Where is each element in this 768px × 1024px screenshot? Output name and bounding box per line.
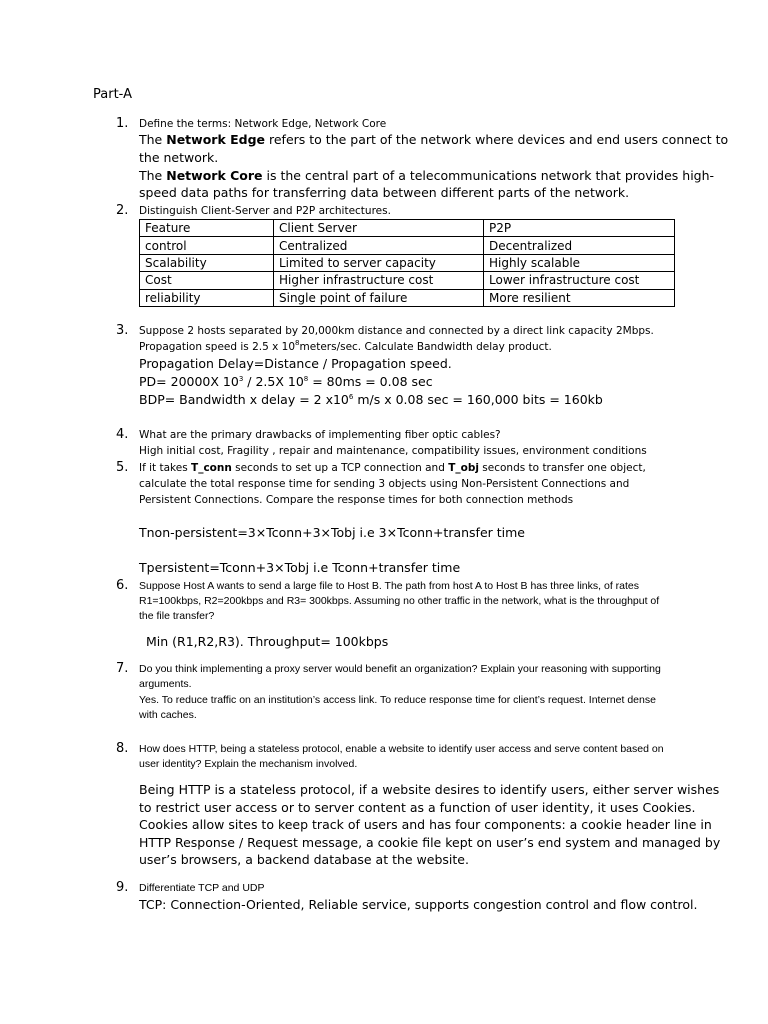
q6-question-line2: R1=100kbps, R2=200kbps and R3= 300kbps. Assuming no other traffic in the network, what is the throughput of: [139, 595, 660, 607]
q6-question-line3: the file transfer?: [139, 610, 215, 622]
table-header-cell: Client Server: [274, 220, 484, 237]
q1-answer-core-line1: [139, 167, 714, 185]
q3-answer-line2: [139, 373, 433, 391]
table-cell: Lower infrastructure cost: [484, 272, 675, 289]
q7-answer-line2: with caches.: [139, 709, 197, 721]
q3-a3b: m/s x 0.08 sec = 160,000 bits = 160kb: [353, 392, 603, 407]
q1-edge-prefix: The: [139, 132, 167, 147]
q3-q2a: Propagation speed is 2.5 x 10: [139, 341, 296, 353]
q8-answer-line5: user’s browsers, a backend database at the website.: [139, 852, 469, 867]
q5-question-line1: [139, 460, 646, 476]
q1-edge-rest: refers to the part of the network where devices and end users connect to: [265, 132, 729, 147]
q5-question-line2: calculate the total response time for sending 3 objects using Non-Persistent Connections and: [139, 478, 630, 490]
q1-answer-edge-line2: the network.: [139, 150, 219, 165]
table-cell: Decentralized: [484, 237, 675, 254]
q5-question-line3: Persistent Connections. Compare the response times for both connection methods: [139, 494, 574, 506]
q5-answer-nonpersistent: Tnon-persistent=3×Tconn+3×Tobj i.e 3×Tconn+transfer time: [139, 525, 525, 540]
q3-q2b: meters/sec. Calculate Bandwidth delay product.: [299, 341, 552, 353]
q3-answer-line3: [139, 391, 603, 409]
comparison-table: [139, 219, 675, 307]
table-row: [140, 289, 675, 306]
table-cell: Limited to server capacity: [274, 254, 484, 271]
table-cell: Single point of failure: [274, 289, 484, 306]
q1-core-prefix: The: [139, 168, 167, 183]
q5-q1d: seconds to transfer one object,: [478, 462, 646, 474]
q8-answer-line3: Cookies allow sites to keep track of users and has four components: a cookie header line in: [139, 817, 712, 832]
q3-answer-line1: Propagation Delay=Distance / Propagation speed.: [139, 356, 452, 371]
q3-a2-sup1: 3: [238, 375, 244, 383]
q9-answer: TCP: Connection-Oriented, Reliable service, supports congestion control and flow control.: [139, 897, 698, 912]
q2-question: Distinguish Client-Server and P2P architectures.: [139, 205, 391, 217]
q7-answer-line1: Yes. To reduce traffic on an institution’s access link. To reduce response time for client’s request. Internet dense: [139, 694, 656, 706]
table-header-cell: Feature: [140, 220, 274, 237]
q4-question: What are the primary drawbacks of implementing fiber optic cables?: [139, 429, 501, 441]
q1-answer-core-line2: speed data paths for transferring data between different parts of the network.: [139, 185, 630, 200]
q9-number: 9.: [116, 880, 129, 895]
q7-question-line1: Do you think implementing a proxy server would benefit an organization? Explain your reasoning with supporting: [139, 663, 661, 675]
q6-answer: Min (R1,R2,R3). Throughput= 100kbps: [146, 634, 389, 649]
q8-question-line1: How does HTTP, being a stateless protocol, enable a website to identify user access and serve content based on: [139, 743, 664, 755]
q3-question-line1: Suppose 2 hosts separated by 20,000km distance and connected by a direct link capacity 2Mbps.: [139, 325, 654, 337]
q3-a2a: PD= 20000X 10: [139, 374, 239, 389]
table-row: [140, 254, 675, 271]
table-cell: reliability: [140, 289, 274, 306]
q1-edge-term: Network Edge: [166, 132, 266, 147]
q8-question-line2: user identity? Explain the mechanism involved.: [139, 758, 358, 770]
q8-answer-line4: HTTP Response / Request message, a cookie file kept on user’s end system and managed by: [139, 835, 721, 850]
table-cell: Cost: [140, 272, 274, 289]
q3-q2-sup: 8: [295, 339, 300, 347]
part-title: Part-A: [93, 87, 132, 102]
q1-core-term: Network Core: [166, 168, 263, 183]
q3-a2b: / 2.5X 10: [243, 374, 304, 389]
q4-answer: High initial cost, Fragility , repair and maintenance, compatibility issues, environment conditions: [139, 445, 647, 457]
q5-answer-persistent: Tpersistent=Tconn+3×Tobj i.e Tconn+transfer time: [139, 560, 461, 575]
q3-a2c: = 80ms = 0.08 sec: [308, 374, 433, 389]
q1-answer-edge-line1: [139, 131, 728, 149]
table-cell: More resilient: [484, 289, 675, 306]
table-cell: control: [140, 237, 274, 254]
table-header-row: [140, 220, 675, 237]
q3-number: 3.: [116, 323, 129, 338]
q7-number: 7.: [116, 661, 129, 676]
q5-q1a: If it takes: [139, 462, 192, 474]
q5-tobj: T_obj: [448, 462, 479, 474]
q8-answer-line1: Being HTTP is a stateless protocol, if a website desires to identify users, either server wishes: [139, 782, 720, 797]
table-row: [140, 272, 675, 289]
table-cell: Centralized: [274, 237, 484, 254]
q8-answer-line2: to restrict user access or to server content as a function of user identity, it uses Cookies.: [139, 800, 696, 815]
table-cell: Higher infrastructure cost: [274, 272, 484, 289]
q1-question: Define the terms: Network Edge, Network Core: [139, 118, 387, 130]
table-row: [140, 237, 675, 254]
q4-number: 4.: [116, 427, 129, 442]
q9-question: Differentiate TCP and UDP: [139, 882, 265, 894]
q8-number: 8.: [116, 741, 129, 756]
table-cell: Scalability: [140, 254, 274, 271]
q6-number: 6.: [116, 578, 129, 593]
q5-q1c: seconds to set up a TCP connection and: [231, 462, 449, 474]
q3-a3-sup: 6: [348, 393, 354, 401]
table-cell: Highly scalable: [484, 254, 675, 271]
q1-number: 1.: [116, 116, 129, 131]
q5-number: 5.: [116, 460, 129, 475]
q2-number: 2.: [116, 203, 129, 218]
q5-tconn: T_conn: [191, 462, 232, 474]
q3-a2-sup2: 8: [303, 375, 309, 383]
q3-question-line2: [139, 339, 552, 355]
table-header-cell: P2P: [484, 220, 675, 237]
q3-a3a: BDP= Bandwidth x delay = 2 x10: [139, 392, 349, 407]
q6-question-line1: Suppose Host A wants to send a large file to Host B. The path from host A to Host B has three links, of rates: [139, 580, 639, 592]
q7-question-line2: arguments.: [139, 678, 192, 690]
q1-core-rest: is the central part of a telecommunications network that provides high-: [262, 168, 715, 183]
